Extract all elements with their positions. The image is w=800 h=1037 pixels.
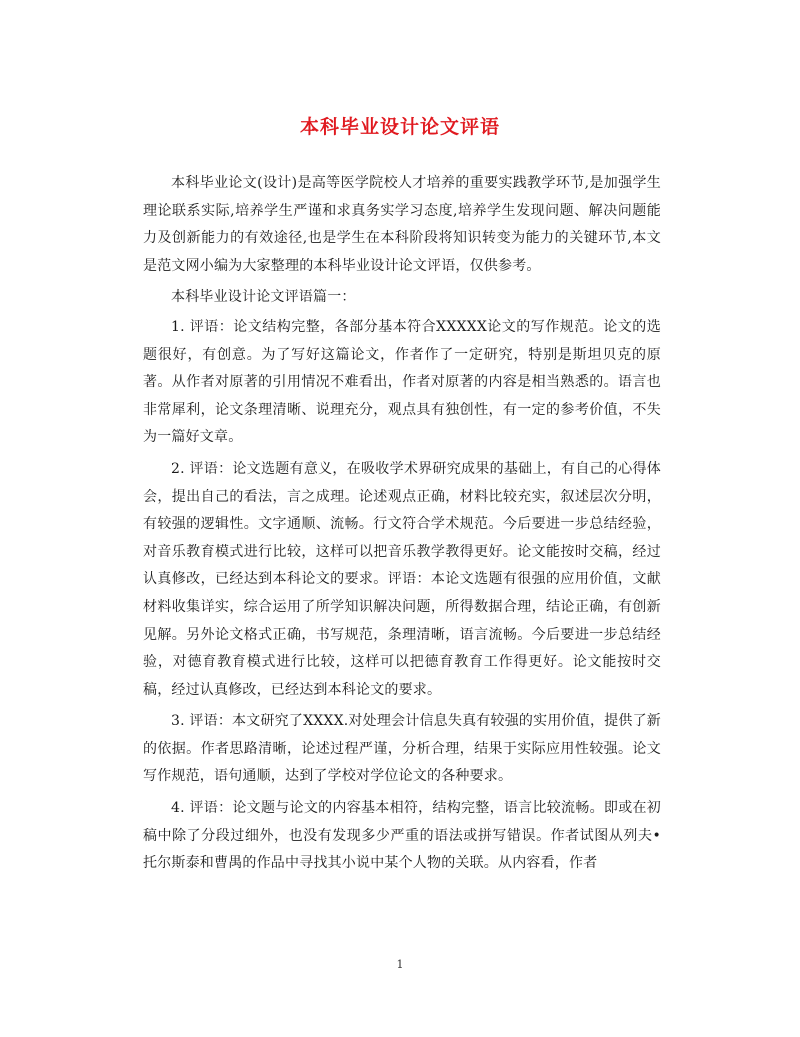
comment-paragraph-4: 4. 评语：论文题与论文的内容基本相符，结构完整，语言比较流畅。即或在初稿中除了分段过细外，也没有发现多少严重的语法或拼写错误。作者试图从列夫•托尔斯泰和曹禺的作品中寻找其小说中某个人物的关联。从内容看，作者 bbox=[143, 800, 661, 872]
intro-paragraph: 本科毕业论文(设计)是高等医学院校人才培养的重要实践教学环节,是加强学生理论联系实际,培养学生严谨和求真务实学习态度,培养学生发现问题、解决问题能力及创新能力的有效途径,也是学生在本科阶段将知识转变为能力的关键环节,本文是范文网小编为大家整理的本科毕业设计论文评语，仅供参考。 bbox=[143, 175, 661, 274]
comment-paragraph-2: 2. 评语：论文选题有意义，在吸收学术界研究成果的基础上，有自己的心得体会，提出自己的看法，言之成理。论述观点正确，材料比较充实，叙述层次分明，有较强的逻辑性。文字通顺、流畅。行文符合学术规范。今后要进一步总结经验，对音乐教育模式进行比较，这样可以把音乐教学教得更好。论文能按时交稿，经过认真修改，已经达到本科论文的要求。评语：本论文选题有很强的应用价值，文献材料收集详实，综合运用了所学知识解决问题，所得数据合理，结论正确，有创新见解。另外论文格式正确，书写规范，条理清晰，语言流畅。今后要进一步总结经验，对德育教育模式进行比较，这样可以把德育教育工作得更好。论文能按时交稿，经过认真修改，已经达到本科论文的要求。 bbox=[143, 460, 661, 698]
page-number: 1 bbox=[396, 958, 404, 971]
document-body bbox=[143, 170, 661, 882]
comment-paragraph-3: 3. 评语：本文研究了XXXX.对处理会计信息失真有较强的实用价值，提供了新的依据。作者思路清晰，论述过程严谨，分析合理，结果于实际应用性较强。论文写作规范，语句通顺，达到了学校对学位论文的各种要求。 bbox=[143, 713, 661, 785]
comment-paragraph-1: 1. 评语：论文结构完整，各部分基本符合XXXXX论文的写作规范。论文的选题很好，有创意。为了写好这篇论文，作者作了一定研究，特别是斯坦贝克的原著。从作者对原著的引用情况不难看出，作者对原著的内容是相当熟悉的。语言也非常犀利，论文条理清晰、说理充分，观点具有独创性，有一定的参考价值，不失为一篇好文章。 bbox=[143, 318, 661, 446]
document-title: 本科毕业设计论文评语 bbox=[299, 116, 500, 138]
section-heading: 本科毕业设计论文评语篇一： bbox=[171, 289, 356, 306]
